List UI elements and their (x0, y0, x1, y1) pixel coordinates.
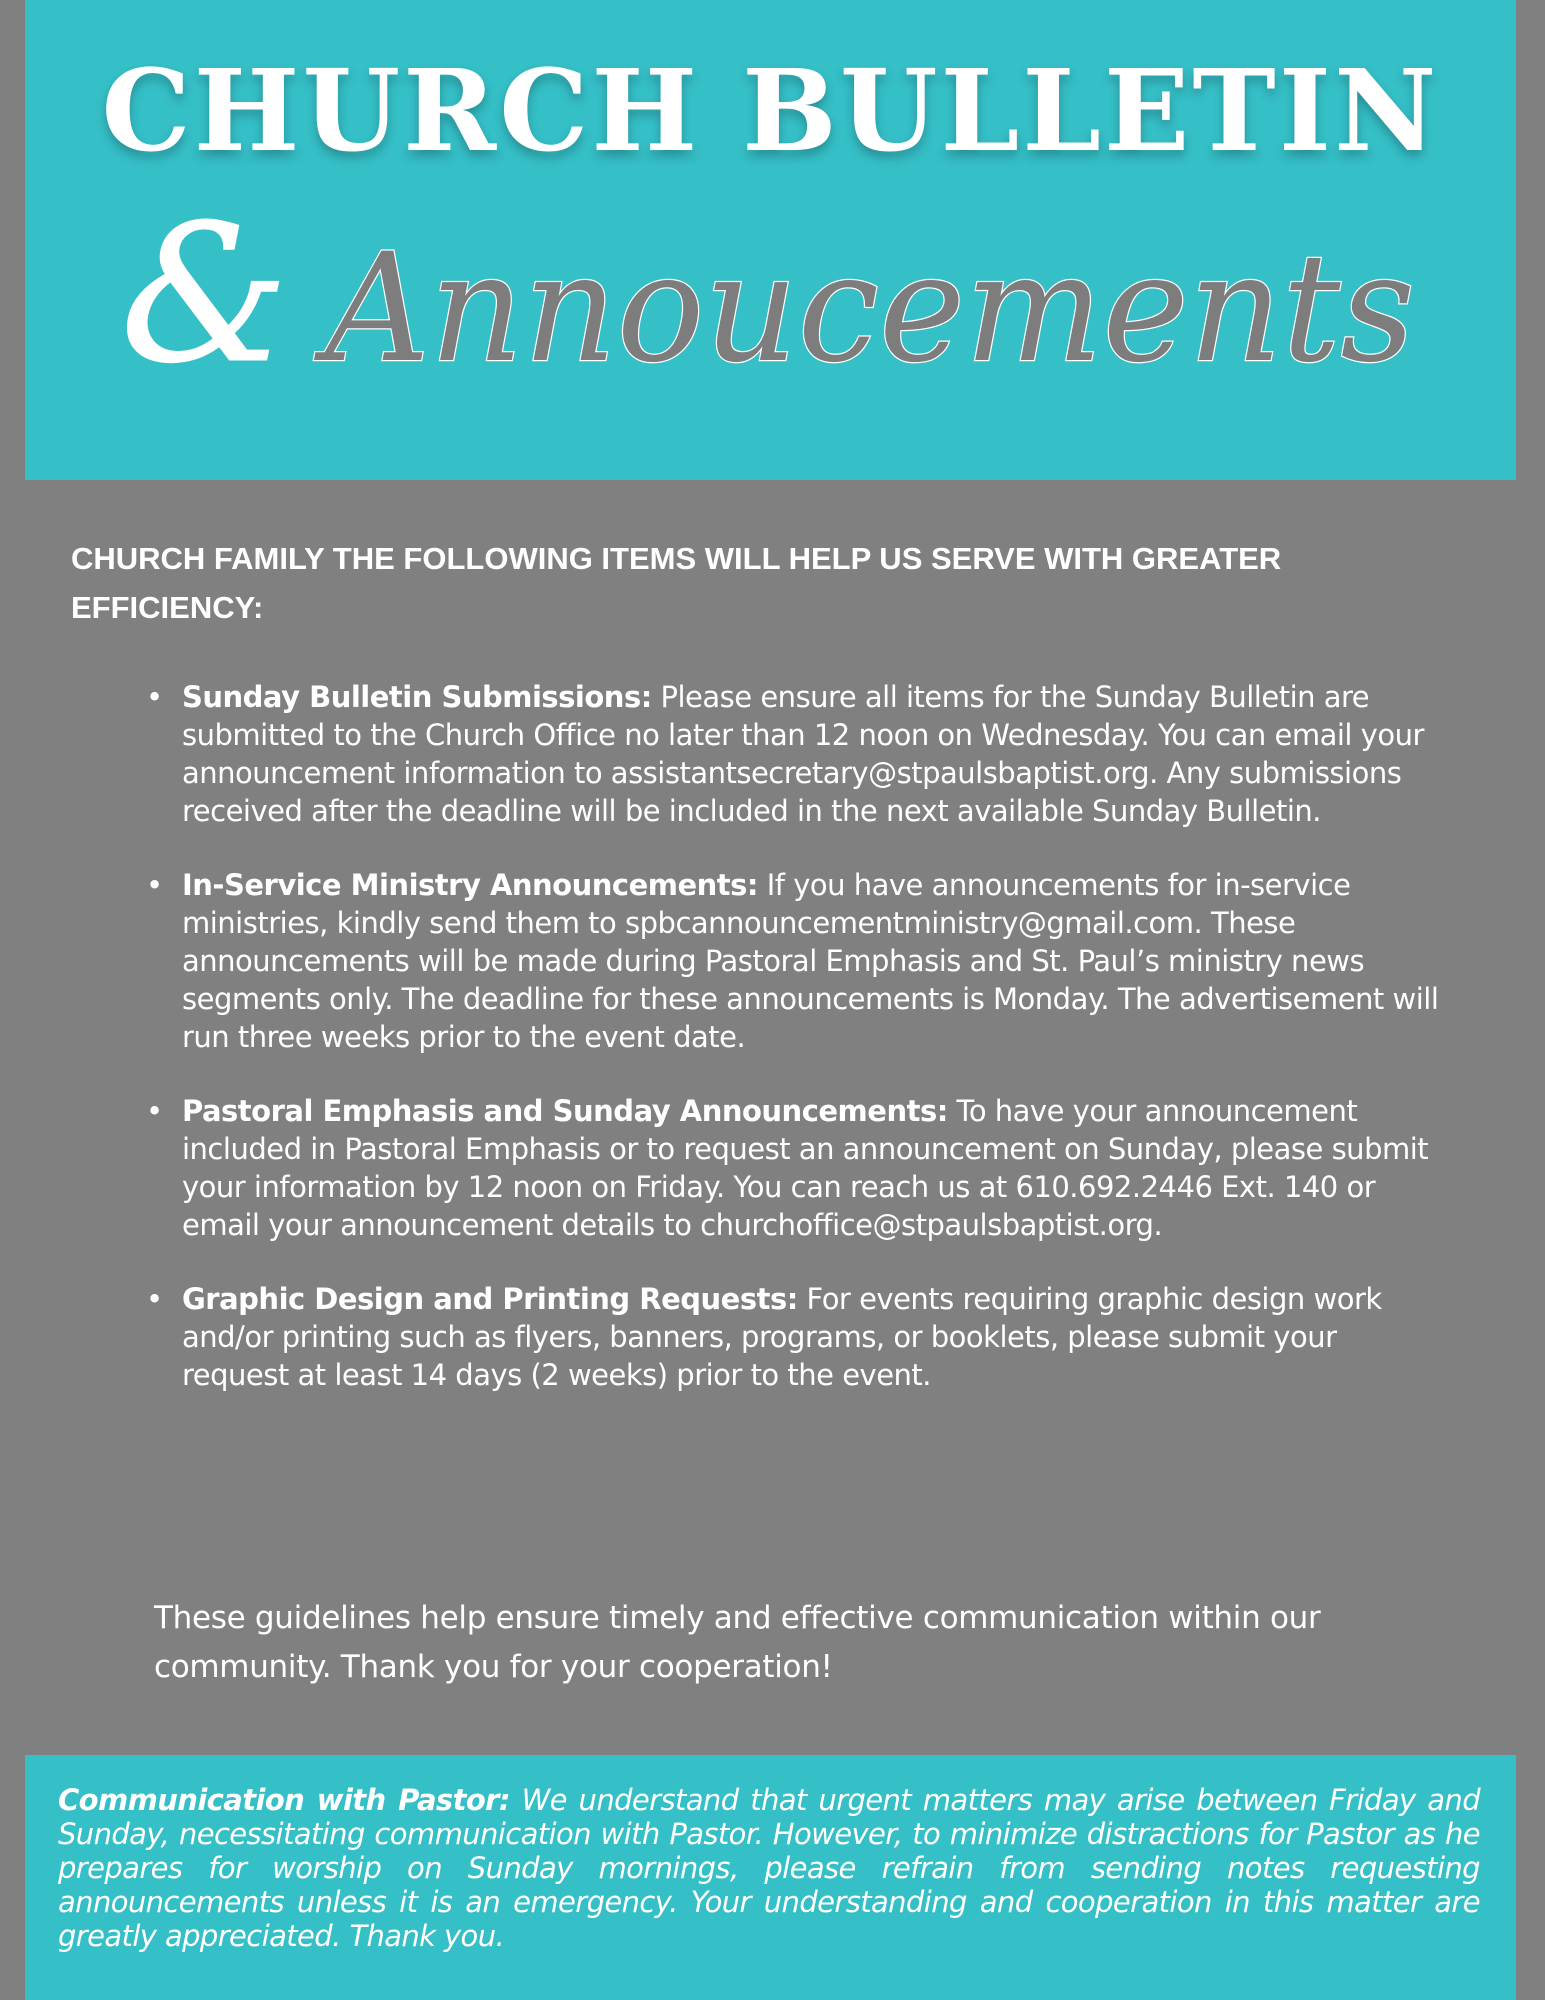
footer-body: We understand that urgent matters may arise between Friday and Sunday, necessitating communication with Pastor. However, to minimize distractions for Pastor as he prepares for worship on Sunday mornings, please refrain from sending notes requesting announcements unless it is an emergency. Your understanding and cooperation in this matter are greatly appreciated. Thank you. (58, 1783, 1480, 1953)
item-label: In-Service Ministry Announcements: (182, 868, 758, 902)
header-banner (25, 0, 1516, 480)
bulletin-title: CHURCH BULLETIN (101, 46, 1440, 177)
bullet-icon: • (146, 1094, 163, 1128)
item-label: Pastoral Emphasis and Sunday Announcements: (182, 1094, 948, 1128)
announcements-script-title (25, 200, 1516, 400)
item-text: For events requiring graphic design work and/or printing such as flyers, banners, programs, or booklets, please submit your request at least 14 days (2 weeks) prior to the event. (182, 1282, 1382, 1392)
list-item-in-service-ministry (142, 866, 1442, 1056)
intro-heading: CHURCH FAMILY THE FOLLOWING ITEMS WILL HELP US SERVE WITH GREATER EFFICIENCY: (71, 541, 1282, 625)
list-item-sunday-bulletin (142, 678, 1442, 830)
list-item-pastoral-emphasis (142, 1092, 1442, 1244)
item-label: Graphic Design and Printing Requests: (182, 1282, 798, 1316)
closing-paragraph: These guidelines help ensure timely and effective communication within our community. Thank you for your cooperation! (154, 1600, 1321, 1685)
list-item-graphic-design (142, 1280, 1442, 1394)
item-text: Please ensure all items for the Sunday Bulletin are submitted to the Church Office no later than 12 noon on Wednesday. You can email your announcement information to assistantsecretary@stpaulsbaptist.org. Any submissions received after the deadline will be included in the next available Sunday Bulletin. (182, 680, 1424, 828)
script-announcements: Annoucements (313, 222, 1416, 396)
script-title-graphic (25, 200, 1516, 400)
bullet-icon: • (146, 1282, 163, 1316)
guidelines-list (142, 678, 1442, 1430)
script-ampersand: & (120, 200, 290, 400)
footer-label: Communication with Pastor: (58, 1783, 510, 1817)
item-text: If you have announcements for in-service ministries, kindly send them to spbcannouncementministry@gmail.com. These announcements will be made during Pastoral Emphasis and St. Paul’s ministry news segments only. The deadline for these announcements is Monday. The advertisement will run three weeks prior to the event date. (182, 868, 1439, 1054)
pastor-communication-note (58, 1783, 1480, 1953)
bullet-icon: • (146, 680, 163, 714)
item-label: Sunday Bulletin Submissions: (182, 680, 652, 714)
bullet-icon: • (146, 868, 163, 902)
item-text: To have your announcement included in Pastoral Emphasis or to request an announcement on Sunday, please submit your information by 12 noon on Friday. You can reach us at 610.692.2446 Ext. 140 or email your announcement details to churchoffice@stpaulsbaptist.org. (182, 1094, 1429, 1242)
footer-banner (25, 1755, 1516, 2000)
